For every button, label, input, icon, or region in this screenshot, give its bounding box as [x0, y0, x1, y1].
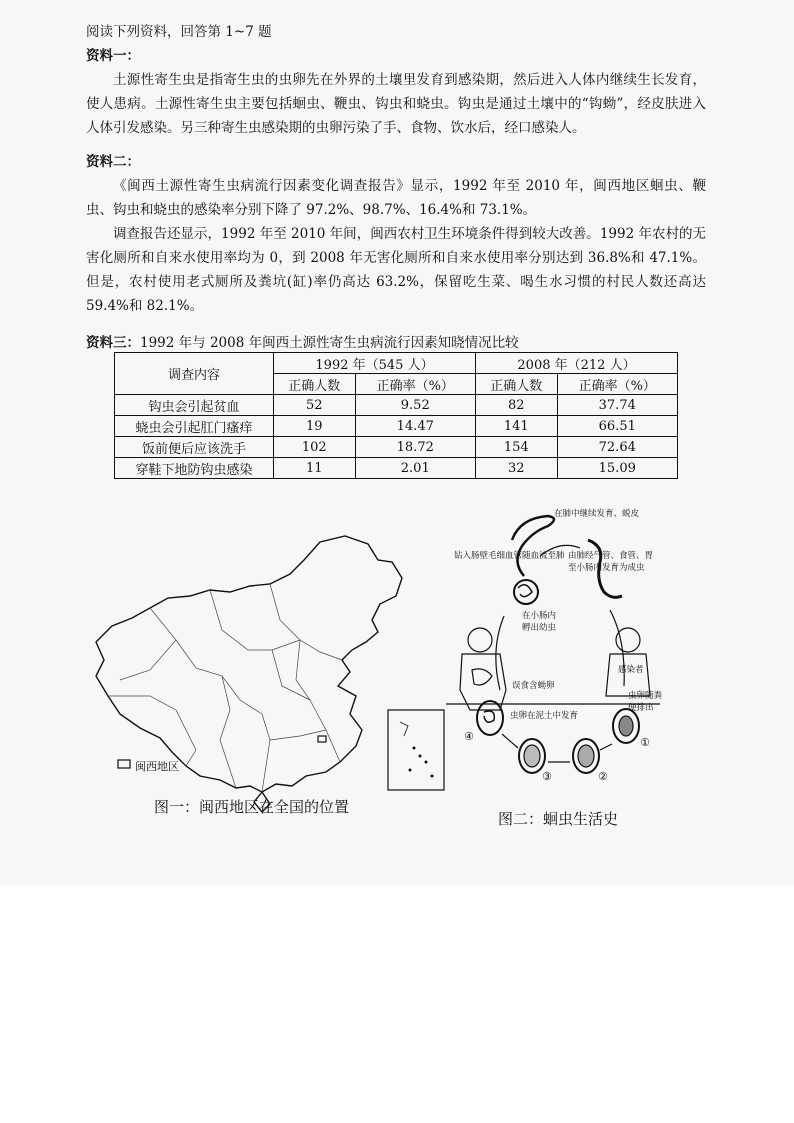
label-lung: 在肺中继续发育、蜕皮 [554, 509, 640, 519]
label-hatch-1: 在小肠内 [522, 611, 557, 621]
year1-header: 1992 年（545 人） [274, 353, 476, 374]
cell-count-1992: 11 [274, 458, 356, 479]
label-infected: 感染者 [618, 665, 644, 675]
cell-count-1992: 102 [274, 437, 356, 458]
subheader-rate-1992: 正确率（%） [355, 374, 475, 395]
egg-stage-4-icon [477, 701, 503, 735]
material1-paragraph: 土源性寄生虫是指寄生虫的虫卵先在外界的土壤里发育到感染期，然后进入人体内继续生长发育，使人患病。土源性寄生虫主要包括蛔虫、鞭虫、钩虫和蛲虫。钩虫是通过土壤中的“钩蚴”，经皮肤进入人体引发感染。另三种寄生虫感染期的虫卵污染了手、食物、饮水后，经口感染人。 [86, 72, 706, 136]
label-trachea-1: 由肺经气管、食管、胃 [568, 551, 654, 561]
cell-rate-1992: 18.72 [355, 437, 475, 458]
cell-rate-2008: 37.74 [557, 395, 678, 416]
subheader-rate-2008: 正确率（%） [557, 374, 678, 395]
cell-rate-2008: 66.51 [557, 416, 678, 437]
egg-arrow-3-4 [502, 734, 518, 748]
map-legend-label: 闽西地区 [135, 760, 179, 773]
table-header-row [115, 353, 678, 374]
cell-count-1992: 52 [274, 395, 356, 416]
subheader-count-1992: 正确人数 [274, 374, 356, 395]
table-row [115, 416, 678, 437]
row-item: 饭前便后应该洗手 [115, 437, 274, 458]
south-china-sea-inset [388, 710, 444, 790]
ingesting-human-icon [460, 628, 506, 710]
label-stage-1: ① [640, 736, 650, 749]
egg-stage-2-icon [573, 739, 599, 773]
row-item: 穿鞋下地防钩虫感染 [115, 458, 274, 479]
item-header: 调查内容 [115, 353, 274, 395]
larva-cluster-icon [514, 580, 538, 604]
lung-worm-icon [512, 516, 554, 576]
material3-heading [86, 331, 519, 351]
cell-rate-2008: 15.09 [557, 458, 678, 479]
cell-rate-1992: 14.47 [355, 416, 475, 437]
table-row [115, 458, 678, 479]
material1-title: 资料一： [86, 48, 140, 64]
label-ingest: 误食含蚴卵 [512, 681, 555, 691]
material3-title: 资料三： [86, 335, 140, 351]
figures-area [0, 500, 794, 830]
label-stage-3: ③ [542, 770, 552, 783]
intro-line: 阅读下列资料，回答第 1~7 题 [86, 24, 272, 40]
row-item: 钩虫会引起贫血 [115, 395, 274, 416]
figure2-caption: 图二：蛔虫生活史 [498, 810, 619, 828]
label-stage-2: ② [598, 770, 608, 783]
cell-count-1992: 19 [274, 416, 356, 437]
cell-count-2008: 82 [475, 395, 557, 416]
cell-count-2008: 141 [475, 416, 557, 437]
reading-material [86, 20, 706, 318]
cell-rate-2008: 72.64 [557, 437, 678, 458]
label-soil: 虫卵在泥土中发育 [510, 711, 579, 721]
row-item: 蛲虫会引起肛门瘙痒 [115, 416, 274, 437]
label-hatch-2: 孵出幼虫 [522, 623, 557, 633]
survey-table [114, 352, 678, 479]
cell-rate-1992: 9.52 [355, 395, 475, 416]
year2-header: 2008 年（212 人） [475, 353, 677, 374]
cell-rate-1992: 2.01 [355, 458, 475, 479]
egg-arrow-1-2 [600, 744, 612, 750]
china-map-figure [0, 500, 794, 830]
label-excrete-1: 虫卵随粪 [628, 691, 663, 701]
infected-human-icon [606, 628, 650, 696]
table-row [115, 395, 678, 416]
egg-stage-3-icon [519, 739, 545, 773]
label-excrete-2: 便排出 [628, 703, 654, 713]
material3-caption: 1992 年与 2008 年闽西土源性寄生虫病流行因素知晓情况比较 [140, 335, 519, 351]
cycle-arrow-left [496, 616, 504, 690]
label-stage-4: ④ [464, 730, 474, 743]
material2-paragraph-2: 调查报告还显示，1992 年至 2010 年间，闽西农村卫生环境条件得到较大改善。1992 年农村的无害化厕所和自来水使用率均为 0，到 2008 年无害化厕所和自来水使用率分别达到 36.8%和 47.1%。但是，农村使用老式厕所及粪坑(缸)率仍高达 63.2%，保留吃生菜、喝生水习惯的村民人数还高达 59.4%和 82.1%。 [86, 226, 706, 314]
cell-count-2008: 154 [475, 437, 557, 458]
material2-paragraph-1: 《闽西土源性寄生虫病流行因素变化调查报告》显示，1992 年至 2010 年，闽西地区蛔虫、鞭虫、钩虫和蛲虫的感染率分别下降了 97.2%、98.7%、16.4%和 73.1%。 [86, 178, 706, 218]
table-row [115, 437, 678, 458]
material2-title: 资料二： [86, 154, 140, 170]
label-trachea-2: 至小肠内发育为成虫 [568, 563, 645, 573]
cell-count-2008: 32 [475, 458, 557, 479]
label-blood-1: 钻入肠壁毛细血管随血流至肺 [454, 551, 565, 561]
subheader-count-2008: 正确人数 [475, 374, 557, 395]
minxi-region-marker [318, 736, 326, 742]
figure1-caption: 图一：闽西地区在全国的位置 [154, 798, 350, 816]
legend-box-icon [118, 760, 130, 768]
egg-stage-1-icon [613, 709, 639, 743]
